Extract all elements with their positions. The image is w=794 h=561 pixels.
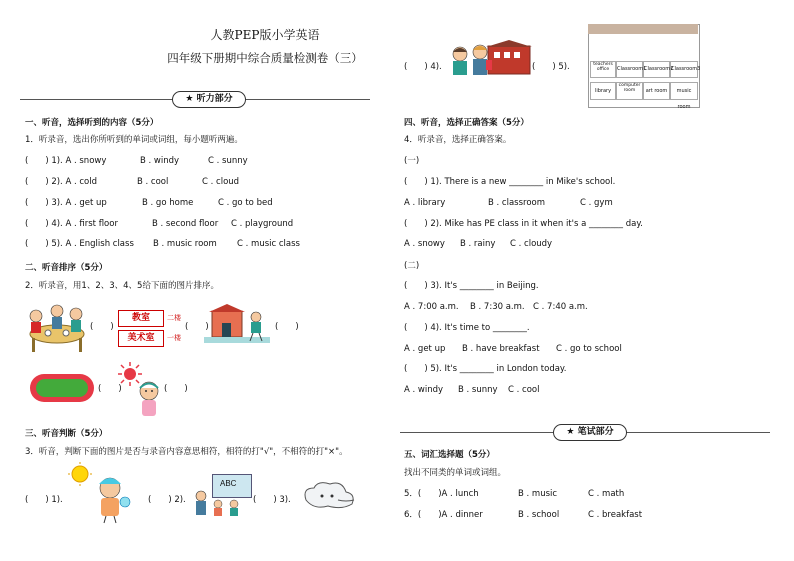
school-boy-picture <box>204 303 270 345</box>
q3-option-a: A . 7:00 a.m. <box>404 302 459 312</box>
part3-q2: ( ) 2). <box>148 495 186 505</box>
room-classroom2: Classroom2 <box>643 61 670 78</box>
q6-row: 6．( )A . dinner <box>404 510 483 520</box>
art-room-label: 美术室 <box>118 330 164 347</box>
q4-option-b: B . have breakfast <box>462 344 540 354</box>
answer-paren: ( ) <box>164 384 188 394</box>
q2-option-c: C . cloud <box>202 177 240 187</box>
part3-q1: ( ) 1). <box>25 495 63 505</box>
q1-option-c: C . sunny <box>208 156 248 166</box>
part4-q3: ( ) 3). It's ________ in Beijing. <box>404 281 539 291</box>
part4-q4: ( ) 4). It's time to ________. <box>404 323 530 333</box>
room-library: library <box>590 82 616 100</box>
part4-title: 四、听音，选择正确答案（5分） <box>404 118 529 128</box>
part4-q1: ( ) 1). There is a new ________ in Mike's school. <box>404 177 616 187</box>
writing-section-banner: ★ 笔试部分 <box>553 424 627 441</box>
q4-label: ( ) 4). <box>404 62 442 72</box>
q6-option-c: C . breakfast <box>588 510 643 520</box>
q2-option-b: B . rainy <box>460 239 496 249</box>
q4-option-c: C . playground <box>231 219 294 229</box>
q2-option-b: B . cool <box>137 177 169 187</box>
part4-q5: ( ) 5). It's ________ in London today. <box>404 364 567 374</box>
board-text: ABC <box>220 479 237 488</box>
q3-row: ( ) 3). A . get up <box>25 198 107 208</box>
q5-option-c: C . cool <box>508 385 540 395</box>
part2-title: 二、听音排序（5分） <box>25 263 108 273</box>
q1-option-a: A . library <box>404 198 446 208</box>
answer-paren: ( ) <box>185 322 209 332</box>
q2-row: ( ) 2). A . cold <box>25 177 98 187</box>
part4-instruction: 4．听录音，选择正确答案。 <box>404 135 512 145</box>
wind-cloud-picture <box>298 478 358 514</box>
playground-picture <box>30 374 94 402</box>
q1-row: ( ) 1). A . snowy <box>25 156 107 166</box>
classroom-label: 教室 <box>118 310 164 327</box>
answer-paren: ( ) <box>90 322 114 332</box>
q3-option-b: B . 7:30 a.m. <box>470 302 525 312</box>
floor-one-label: 一楼 <box>167 334 181 342</box>
part1-instruction: 1．听录音，选出你所听到的单词或词组，每小题听两遍。 <box>25 135 243 145</box>
school-map-picture <box>584 24 702 110</box>
part5-instruction: 找出不同类的单词或词组。 <box>404 468 507 478</box>
room-teachers-office: teachers office <box>590 61 616 78</box>
part4-q2: ( ) 2). Mike has PE class in it when it's a ________ day. <box>404 219 643 229</box>
room-music-room: music room <box>670 82 698 100</box>
q5-row: ( ) 5). A . English class <box>25 239 134 249</box>
q4-option-b: B . second floor <box>152 219 219 229</box>
q5-option-b: B . sunny <box>458 385 498 395</box>
part2-instruction: 2．听录音，用1、2、3、4、5给下面的图片排序。 <box>25 281 219 291</box>
part1-title: 一、听音，选择听到的内容（5分） <box>25 118 159 128</box>
part3-title: 三、听音判断（5分） <box>25 429 108 439</box>
class-picture <box>192 474 252 520</box>
q2-option-a: A . snowy <box>404 239 445 249</box>
q4-option-c: C . go to school <box>556 344 622 354</box>
q5-option-c: C . math <box>588 489 625 499</box>
room-art-room: art room <box>643 82 670 100</box>
part5-title: 五、词汇选择题（5分） <box>404 450 495 460</box>
q1-option-c: C . gym <box>580 198 613 208</box>
room-classroom1: Classroom1 <box>616 61 643 78</box>
group-one-label: (一) <box>404 156 420 166</box>
q3-option-c: C . go to bed <box>218 198 273 208</box>
q5-label: ( ) 5). <box>532 62 570 72</box>
room-classroom3: Classroom3 <box>670 61 698 78</box>
q4-row: ( ) 4). A . first floor <box>25 219 118 229</box>
lunch-table-picture <box>24 302 90 354</box>
q4-option-a: A . get up <box>404 344 446 354</box>
paper-subtitle: 四年级下册期中综合质量检测卷（三） <box>167 51 363 65</box>
group-two-label: (二) <box>404 261 420 271</box>
hot-girl-picture <box>132 378 166 418</box>
classroom-sign-picture <box>118 310 184 350</box>
answer-paren: ( ) <box>275 322 299 332</box>
children-school-picture <box>448 40 532 84</box>
q6-option-b: B . school <box>518 510 560 520</box>
listening-section-banner: ★ 听力部分 <box>172 91 246 108</box>
paper-title: 人教PEP版小学英语 <box>210 28 320 42</box>
q5-option-b: B . music room <box>153 239 217 249</box>
part3-instruction: 3．听音，判断下面的图片是否与录音内容意思相符，相符的打"√"，不相符的打"×"。 <box>25 447 348 457</box>
q5-option-b: B . music <box>518 489 558 499</box>
q5-option-a: A . windy <box>404 385 444 395</box>
q2-option-c: C . cloudy <box>510 239 553 249</box>
sunny-boy-picture <box>68 462 138 524</box>
q3-option-c: C . 7:40 a.m. <box>533 302 588 312</box>
q5-row: 5．( )A . lunch <box>404 489 479 499</box>
q1-option-b: B . windy <box>140 156 180 166</box>
part3-q3: ( ) 3). <box>253 495 291 505</box>
q1-option-b: B . classroom <box>488 198 546 208</box>
answer-paren: ( ) <box>98 384 122 394</box>
floor-two-label: 二楼 <box>167 314 181 322</box>
q3-option-b: B . go home <box>142 198 194 208</box>
room-computer-room: computer room <box>616 82 643 100</box>
q5-option-c: C . music class <box>237 239 300 249</box>
